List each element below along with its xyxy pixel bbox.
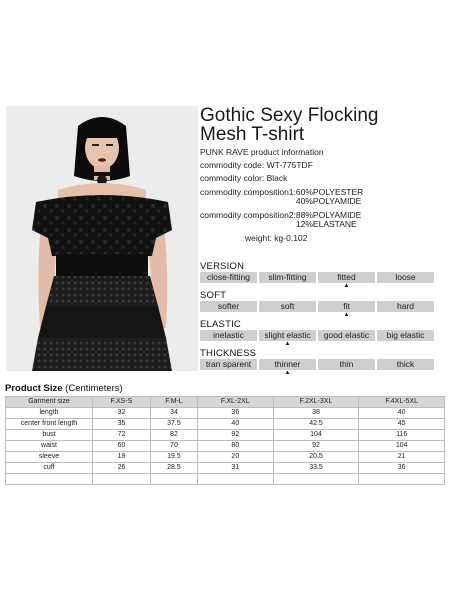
table-cell: [197, 474, 273, 485]
product-photo: [6, 106, 198, 371]
scale-label: VERSION: [200, 261, 245, 272]
scale-option: slim-fitting: [259, 272, 316, 283]
scale-option: thick: [377, 359, 434, 370]
table-cell: 92: [273, 441, 359, 452]
table-row: [6, 419, 445, 430]
marker-slot: [318, 370, 375, 377]
scale-option: thin: [318, 359, 375, 370]
size-chart-title-units: (Centimeters): [62, 383, 123, 394]
table-cell: 32: [93, 408, 151, 419]
size-chart-title-bold: Product Size: [5, 383, 63, 394]
composition-2-value-2: 12%ELASTANE: [295, 219, 357, 229]
scale-option: inelastic: [200, 330, 257, 341]
row-label: sleeve: [6, 452, 93, 463]
marker-slot: [200, 312, 257, 319]
row-label: waist: [6, 441, 93, 452]
table-cell: 40: [197, 419, 273, 430]
scale-label: ELASTIC: [200, 319, 241, 330]
scale-markers: [200, 312, 445, 319]
table-cell: 19: [93, 452, 151, 463]
selected-marker-icon: ▲: [343, 312, 350, 318]
table-row: [6, 430, 445, 441]
table-cell: 38: [273, 408, 359, 419]
table-row-empty: [6, 474, 445, 485]
table-cell: [273, 474, 359, 485]
scale-label: THICKNESS: [200, 348, 257, 359]
scale-option: softer: [200, 301, 257, 312]
scale-option: tran sparent: [200, 359, 257, 370]
marker-slot: [377, 283, 434, 290]
table-cell: F.XL-2XL: [197, 397, 273, 408]
table-cell: 35: [93, 419, 151, 430]
table-row: [6, 463, 445, 474]
thickness-scale: [200, 348, 445, 377]
row-label: length: [6, 408, 93, 419]
composition-2: [200, 211, 445, 229]
marker-slot: [377, 341, 434, 348]
marker-slot: [200, 370, 257, 377]
table-cell: 80: [197, 441, 273, 452]
table-cell: 33.5: [273, 463, 359, 474]
table-cell: 104: [359, 441, 445, 452]
scale-options: [200, 330, 445, 341]
marker-slot: [377, 370, 434, 377]
commodity-code: commodity code: WT-775TDF: [200, 160, 313, 170]
composition-1-value-1: 60%POLYESTER: [295, 187, 364, 197]
table-cell: 45: [359, 419, 445, 430]
table-cell: [150, 474, 197, 485]
marker-slot: [200, 283, 257, 290]
table-cell: 21: [359, 452, 445, 463]
brand-line: PUNK RAVE product information: [200, 147, 324, 157]
elastic-scale: [200, 319, 445, 348]
table-cell: 20.5: [273, 452, 359, 463]
version-scale: [200, 261, 445, 290]
table-cell: F.2XL-3XL: [273, 397, 359, 408]
scale-markers: [200, 370, 445, 377]
composition-1: [200, 188, 445, 206]
table-cell: 60: [93, 441, 151, 452]
scale-option: soft: [259, 301, 316, 312]
scale-option: loose: [377, 272, 434, 283]
table-cell: 31: [197, 463, 273, 474]
scale-option: slight elastic: [259, 330, 316, 341]
scale-markers: [200, 341, 445, 348]
table-header-row: [6, 397, 445, 408]
commodity-color: commodity color: Black: [200, 173, 288, 183]
composition-1-label: commodity composition1:: [200, 187, 296, 197]
row-label: [6, 474, 93, 485]
scale-options: [200, 359, 445, 370]
table-cell: 37.5: [150, 419, 197, 430]
composition-2-values: [296, 211, 361, 229]
table-cell: 20: [197, 452, 273, 463]
scale-option: close-fitting: [200, 272, 257, 283]
row-label: center front length: [6, 419, 93, 430]
composition-1-values: [296, 188, 363, 206]
scale-option: fitted: [318, 272, 375, 283]
marker-slot: [200, 341, 257, 348]
table-row: [6, 452, 445, 463]
scale-option: hard: [377, 301, 434, 312]
scale-options: [200, 272, 445, 283]
table-cell: 92: [197, 430, 273, 441]
size-table: [5, 396, 445, 485]
product-title-line1: Gothic Sexy Flocking: [200, 105, 379, 126]
composition-2-value-1: 88%POLYAMIDE: [295, 210, 362, 220]
table-cell: [359, 474, 445, 485]
table-cell: 72: [93, 430, 151, 441]
scale-option: big elastic: [377, 330, 434, 341]
table-cell: 34: [150, 408, 197, 419]
table-cell: 36: [359, 463, 445, 474]
table-cell: 40: [359, 408, 445, 419]
scale-markers: [200, 283, 445, 290]
selected-marker-icon: ▲: [284, 341, 291, 347]
scale-option: thinner: [259, 359, 316, 370]
row-label: bust: [6, 430, 93, 441]
weight-line: weight: kg-0.102: [245, 233, 308, 243]
soft-scale: [200, 290, 445, 319]
marker-slot: [259, 312, 316, 319]
product-info: [200, 106, 445, 243]
table-cell: 26: [93, 463, 151, 474]
row-label: cuff: [6, 463, 93, 474]
table-cell: 36: [197, 408, 273, 419]
size-chart-title: [5, 383, 123, 394]
marker-slot: [377, 312, 434, 319]
scale-option: good elastic: [318, 330, 375, 341]
table-cell: 116: [359, 430, 445, 441]
marker-slot: [318, 341, 375, 348]
composition-1-value-2: 40%POLYAMIDE: [295, 196, 362, 206]
table-cell: 42.5: [273, 419, 359, 430]
scale-option: fit: [318, 301, 375, 312]
scale-options: [200, 301, 445, 312]
marker-slot: [259, 283, 316, 290]
table-cell: F.M-L: [150, 397, 197, 408]
table-cell: 19.5: [150, 452, 197, 463]
table-cell: 28.5: [150, 463, 197, 474]
table-cell: F.4XL-5XL: [359, 397, 445, 408]
table-cell: F.XS-S: [93, 397, 151, 408]
row-label: Garment size: [6, 397, 93, 408]
scale-label: SOFT: [200, 290, 227, 301]
selected-marker-icon: ▲: [343, 283, 350, 289]
composition-2-label: commodity composition2:: [200, 210, 296, 220]
selected-marker-icon: ▲: [284, 370, 291, 376]
table-cell: [93, 474, 151, 485]
table-cell: 82: [150, 430, 197, 441]
table-cell: 70: [150, 441, 197, 452]
table-row: [6, 441, 445, 452]
table-row: [6, 408, 445, 419]
product-title-line2: Mesh T-shirt: [200, 124, 305, 145]
table-cell: 104: [273, 430, 359, 441]
